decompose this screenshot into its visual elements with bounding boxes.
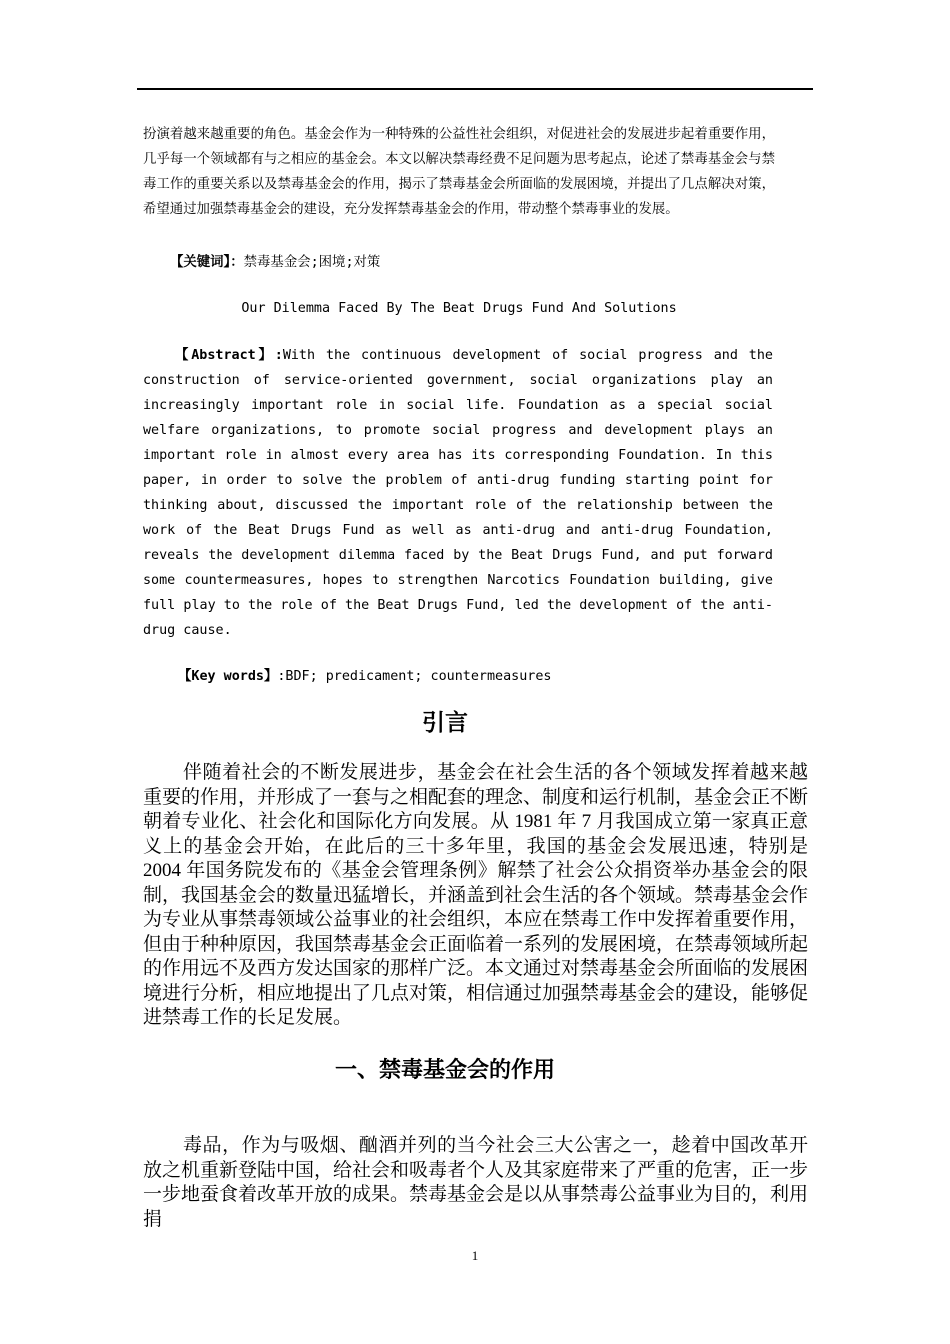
intro-heading: 引言: [422, 710, 468, 736]
header-rule: [137, 88, 813, 90]
english-title: Our Dilemma Faced By The Beat Drugs Fund And Solutions: [241, 301, 677, 316]
english-keywords: [178, 664, 778, 689]
section-one-heading: 一、禁毒基金会的作用: [334, 1058, 555, 1083]
english-keywords-value: :BDF; predicament; countermeasures: [277, 669, 552, 684]
chinese-abstract: [143, 122, 775, 222]
english-abstract-text: With the continuous development of social progress and the construction of service-oriented government, social organizations play an increasingly important role in social life. Foundation as a special social welfare organizations, to promote social progress and development plays an important role in almost every area has its corresponding Foundation. In this paper, in order to solve the problem of anti-drug funding starting point for thinking about, discussed the important role of the relationship between the work of the Beat Drugs Fund as well as anti-drug and anti-drug Foundation, reveals the development dilemma faced by the Beat Drugs Fund, and put forward some countermeasures, hopes to strengthen Narcotics Foundation building, give full play to the role of the Beat Drugs Fund, led the development of the anti-drug cause.: [143, 348, 773, 638]
chinese-keywords: [170, 250, 770, 275]
chinese-keywords-value: 禁毒基金会;困境;对策: [243, 255, 381, 270]
intro-paragraph: 伴随着社会的不断发展进步，基金会在社会生活的各个领域发挥着越来越重要的作用，并形成了一套与之相配套的理念、制度和运行机制，基金会正不断朝着专业化、社会化和国际化方向发展。从 1981 年 7 月我国成立第一家真正意义上的基金会开始，在此后的三十多年里，我国的基金会发展迅速，特别是 2004 年国务院发布的《基金会管理条例》解禁了社会公众捐资举办基金会的限制，我国基金会的数量迅猛增长，并涵盖到社会生活的各个领域。禁毒基金会作为专业从事禁毒领域公益事业的社会组织，本应在禁毒工作中发挥着重要作用，但由于种种原因，我国禁毒基金会正面临着一系列的发展困境，在禁毒领域所起的作用远不及西方发达国家的那样广泛。本文通过对禁毒基金会所面临的发展困境进行分析，相应地提出了几点对策，相信通过加强禁毒基金会的建设，能够促进禁毒工作的长足发展。: [143, 762, 809, 1028]
chinese-keywords-label: 【关键词】：: [170, 255, 244, 270]
english-keywords-label: 【Key words】: [178, 669, 278, 684]
english-abstract-label: 【Abstract】:: [175, 348, 283, 363]
section-one-paragraph: 毒品，作为与吸烟、酗酒并列的当今社会三大公害之一，趁着中国改革开放之机重新登陆中国，给社会和吸毒者个人及其家庭带来了严重的危害，正一步一步地蚕食着改革开放的成果。禁毒基金会是以从事禁毒公益事业为目的，利用捐: [143, 1135, 809, 1230]
page-number: 1: [471, 1248, 479, 1263]
chinese-abstract-text: 扮演着越来越重要的角色。基金会作为一种特殊的公益性社会组织，对促进社会的发展进步起着重要作用，几乎每一个领域都有与之相应的基金会。本文以解决禁毒经费不足问题为思考起点，论述了禁毒基金会与禁毒工作的重要关系以及禁毒基金会的作用，揭示了禁毒基金会所面临的发展困境，并提出了几点解决对策，希望通过加强禁毒基金会的建设，充分发挥禁毒基金会的作用，带动整个禁毒事业的发展。: [143, 127, 775, 217]
english-abstract: [143, 343, 773, 643]
